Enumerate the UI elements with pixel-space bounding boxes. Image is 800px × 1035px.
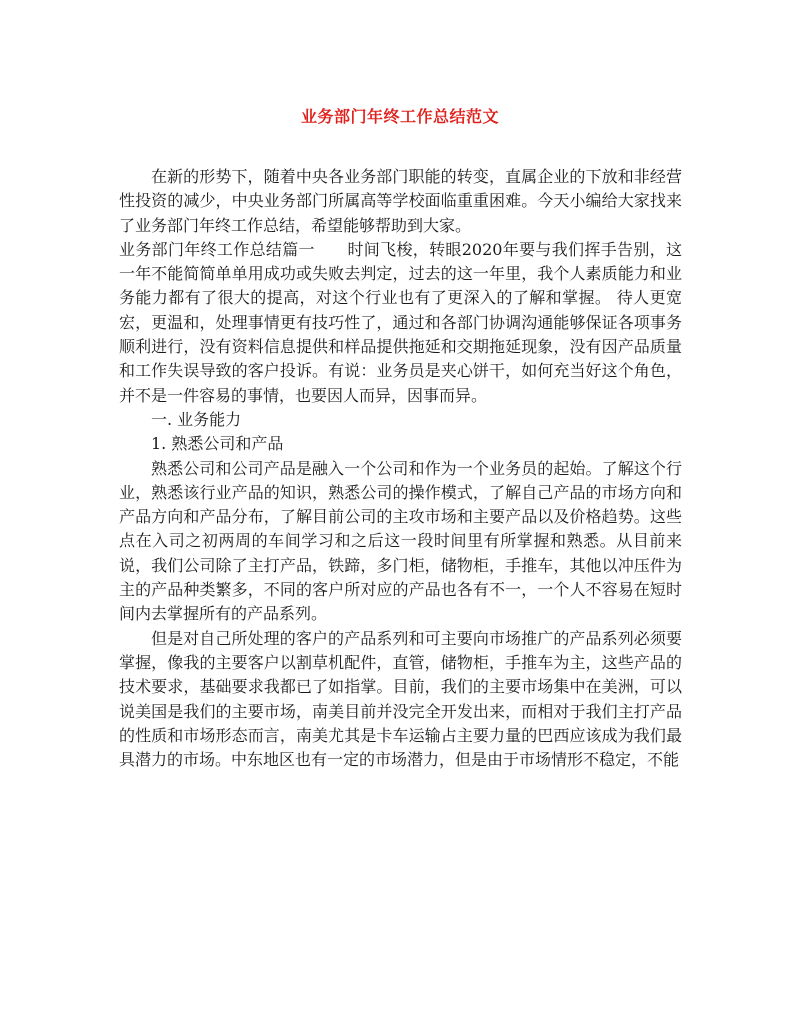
- document-body: [119, 165, 682, 772]
- document-title: 业务部门年终工作总结范文: [300, 107, 499, 126]
- paragraph-intro: 在新的形势下，随着中央各业务部门职能的转变，直属企业的下放和非经营性投资的减少，中央业务部门所属高等学校面临重重困难。今天小编给大家找来了业务部门年终工作总结，希望能够帮助到大家。: [119, 167, 682, 235]
- section-heading-business-ability: 一. 业务能力: [151, 409, 242, 429]
- subsection-heading-familiar: 1. 熟悉公司和产品: [151, 434, 284, 454]
- paragraph-market: 但是对自己所处理的客户的产品系列和可主要向市场推广的产品系列必须要掌握，像我的主要客户以割草机配件，直管，储物柜，手推车为主，这些产品的技术要求，基础要求我都已了如指掌。目前，我们的主要市场集中在美洲，可以说美国是我们的主要市场，南美目前并没完全开发出来，而相对于我们主打产品的性质和市场形态而言，南美尤其是卡车运输占主要力量的巴西应该成为我们最具潜力的市场。中东地区也有一定的市场潜力，但是由于市场情形不稳定，不能: [119, 628, 682, 770]
- paragraph-article-one: 业务部门年终工作总结篇一 时间飞梭，转眼2020年要与我们挥手告别，这一年不能简简单单用成功或失败去判定，过去的这一年里，我个人素质能力和业务能力都有了很大的提高，对这个行业也有了更深入的了解和掌握。 待人更宽宏，更温和，处理事情更有技巧性了，通过和各部门协调沟通能够保证各项事务顺利进行，没有资料信息提供和样品提供拖延和交期拖延现象，没有因产品质量和工作失误导致的客户投诉。有说：业务员是夹心饼干，如何充当好这个角色，并不是一件容易的事情，也要因人而异，因事而异。: [119, 239, 682, 405]
- paragraph-familiar-company: 熟悉公司和公司产品是融入一个公司和作为一个业务员的起始。了解这个行业，熟悉该行业产品的知识，熟悉公司的操作模式，了解自己产品的市场方向和产品方向和产品分布，了解目前公司的主攻市场和主要产品以及价格趋势。这些点在入司之初两周的车间学习和之后这一段时间里有所掌握和熟悉。从目前来说，我们公司除了主打产品，铁蹄，多门柜，储物柜，手推车，其他以冲压件为主的产品种类繁多，不同的客户所对应的产品也各有不一，一个人不容易在短时间内去掌握所有的产品系列。: [119, 458, 682, 624]
